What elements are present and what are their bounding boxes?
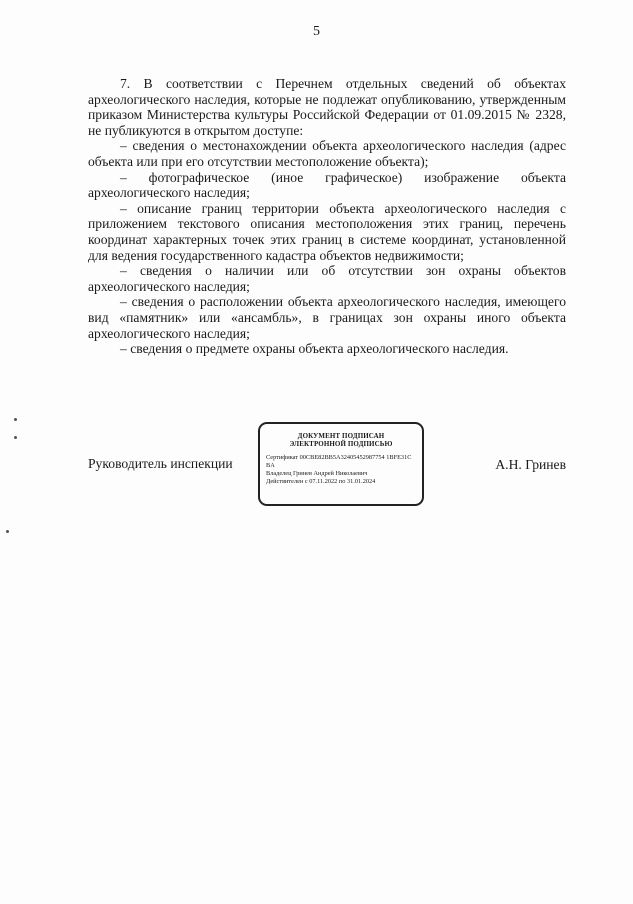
list-item-location: – сведения о местонахождении объекта археологического наследия (адрес объекта или при его отсутствии местоположение объекта);	[88, 138, 566, 169]
scan-mark	[6, 530, 9, 533]
list-item-photo: – фотографическое (иное графическое) изображение объекта археологического наследия;	[88, 169, 566, 201]
signer-name: А.Н. Гринев	[495, 457, 566, 472]
list-item-boundaries: – описание границ территории объекта археологического наследия с приложением текстового описания местоположения этих границ, перечень координат характерных точек этих границ в системе координат, установленной для ведения государственного кадастра объектов недвижимости;	[88, 200, 566, 263]
stamp-title-line1: ДОКУМЕНТ ПОДПИСАН	[297, 432, 385, 440]
list-item-subject: – сведения о предмете охраны объекта археологического наследия.	[120, 341, 509, 357]
list-item-placement: – сведения о расположении объекта археологического наследия, имеющего вид «памятник» или «ансамбль», в границах зон охраны иного объекта археологического наследия;	[88, 294, 566, 341]
electronic-signature-stamp	[258, 422, 424, 506]
signature-block	[88, 422, 566, 512]
stamp-owner: Владелец Гринев Андрей Николаевич	[266, 470, 368, 477]
paragraph-intro: 7. В соответствии с Перечнем отдельных сведений об объектах археологического наследия, которые не подлежат опубликованию, утвержденным приказом Министерства культуры Российской Федерации от 01.09.2015 № 2328, не публикуются в открытом доступе:	[88, 76, 566, 138]
stamp-certificate: Сертификат 00CBE82BB5A32405452987754 1BFE31C BA	[266, 454, 412, 469]
stamp-validity: Действителен с 07.11.2022 по 31.01.2024	[266, 478, 376, 485]
page-number: 5	[313, 24, 320, 39]
signer-position: Руководитель инспекции	[88, 456, 233, 471]
scan-mark	[14, 418, 17, 421]
stamp-title-line2: ЭЛЕКТРОННОЙ ПОДПИСЬЮ	[289, 440, 393, 448]
list-item-protection-zones: – сведения о наличии или об отсутствии зон охраны объектов археологического наследия;	[88, 263, 566, 294]
scan-mark	[14, 436, 17, 439]
document-body	[88, 76, 566, 357]
